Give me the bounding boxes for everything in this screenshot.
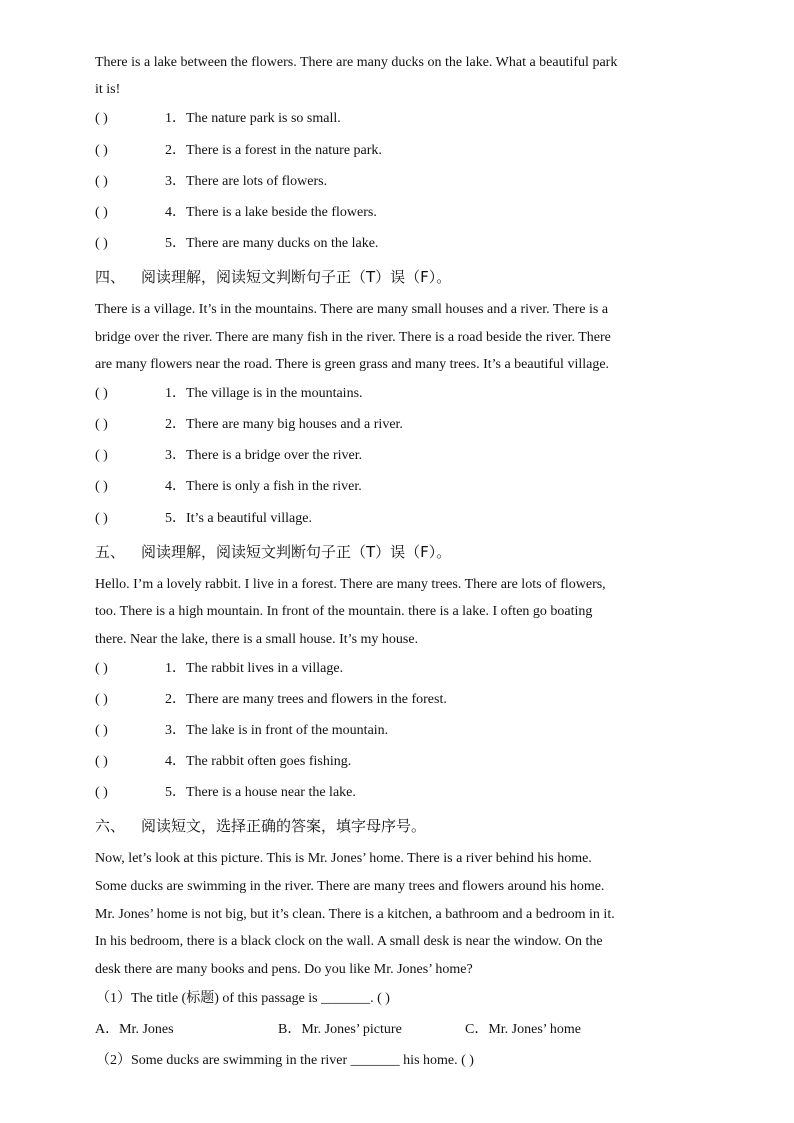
question-item (95, 753, 351, 771)
question-number: 2． (165, 692, 186, 707)
question-item (95, 722, 388, 740)
question-number: 4． (165, 205, 186, 220)
question-item (95, 447, 362, 465)
question-text: The rabbit often goes fishing. (186, 754, 352, 769)
question-text: There are many trees and flowers in the forest. (186, 692, 447, 707)
question-number: 3． (165, 448, 186, 463)
section-heading (95, 268, 451, 286)
question-item (95, 173, 327, 191)
question-text: There is a bridge over the river. (186, 448, 363, 463)
passage-line: desk there are many books and pens. Do you like Mr. Jones’ home? (95, 962, 473, 977)
question-number: 3． (165, 723, 186, 738)
question-number: 4． (165, 479, 186, 494)
question-text: There is a forest in the nature park. (186, 143, 382, 158)
question-item (95, 235, 378, 253)
question-text: There are lots of flowers. (186, 174, 328, 189)
answer-blank[interactable]: ( ) (95, 205, 108, 220)
option-c[interactable]: C．Mr. Jones’ home (465, 1022, 582, 1037)
question-number: 5． (165, 785, 186, 800)
answer-blank[interactable]: ( ) (95, 692, 108, 707)
question-number: 1． (165, 111, 186, 126)
passage-line: Hello. I’m a lovely rabbit. I live in a forest. There are many trees. There are lots of flowers, (95, 577, 606, 592)
question-item (95, 416, 403, 434)
question-item (95, 784, 356, 802)
question-text: It’s a beautiful village. (186, 511, 312, 526)
passage-line: Now, let’s look at this picture. This is Mr. Jones’ home. There is a river behind his home. (95, 851, 592, 866)
question-2: （2）Some ducks are swimming in the river _______ his home. ( ) (96, 1053, 474, 1068)
question-number: 4． (165, 754, 186, 769)
section-instruction: 阅读短文，选择正确的答案，填字母序号。 (141, 817, 427, 835)
answer-blank[interactable]: ( ) (95, 479, 108, 494)
answer-blank[interactable]: ( ) (95, 661, 108, 676)
answer-blank[interactable]: ( ) (95, 417, 108, 432)
question-item (95, 691, 447, 709)
answer-blank[interactable]: ( ) (95, 143, 108, 158)
section-heading (95, 543, 451, 561)
question-number: 2． (165, 417, 186, 432)
question-number: 5． (165, 236, 186, 251)
question-number: 2． (165, 143, 186, 158)
passage-line: Some ducks are swimming in the river. There are many trees and flowers around his home. (95, 879, 605, 894)
question-text: The nature park is so small. (186, 111, 341, 126)
answer-blank[interactable]: ( ) (95, 785, 108, 800)
answer-blank[interactable]: ( ) (95, 511, 108, 526)
question-item (95, 478, 362, 496)
passage-line: bridge over the river. There are many fish in the river. There is a road beside the river. There (95, 330, 611, 345)
option-b[interactable]: B．Mr. Jones’ picture (278, 1022, 402, 1037)
question-number: 1． (165, 386, 186, 401)
question-item (95, 385, 363, 403)
question-text: The rabbit lives in a village. (186, 661, 344, 676)
answer-blank[interactable]: ( ) (95, 448, 108, 463)
section-instruction: 阅读理解，阅读短文判断句子正（T）误（F）。 (141, 543, 452, 561)
answer-blank[interactable]: ( ) (95, 754, 108, 769)
question-item (95, 660, 343, 678)
option-a[interactable]: A．Mr. Jones (95, 1022, 174, 1037)
section-number: 四、 (95, 268, 126, 286)
question-text: There is a house near the lake. (186, 785, 356, 800)
answer-blank[interactable]: ( ) (95, 386, 108, 401)
answer-blank[interactable]: ( ) (95, 723, 108, 738)
question-text: There are many big houses and a river. (186, 417, 403, 432)
question-item (95, 142, 382, 160)
question-1: （1）The title (标题) of this passage is _______. ( ) (96, 991, 390, 1006)
passage-line: There is a village. It’s in the mountains. There are many small houses and a river. There is a (95, 302, 609, 317)
answer-blank[interactable]: ( ) (95, 236, 108, 251)
passage-line: too. There is a high mountain. In front of the mountain. there is a lake. I often go boating (95, 604, 593, 619)
answer-blank[interactable]: ( ) (95, 111, 108, 126)
question-text: The village is in the mountains. (186, 386, 363, 401)
passage-line: There is a lake between the flowers. There are many ducks on the lake. What a beautiful park (95, 55, 618, 70)
question-text: There are many ducks on the lake. (186, 236, 379, 251)
passage-line: are many flowers near the road. There is green grass and many trees. It’s a beautiful village. (95, 357, 610, 372)
section-instruction: 阅读理解，阅读短文判断句子正（T）误（F）。 (141, 268, 452, 286)
section-number: 六、 (95, 817, 126, 835)
passage-line: Mr. Jones’ home is not big, but it’s clean. There is a kitchen, a bathroom and a bedroom in it. (95, 907, 615, 922)
question-number: 3． (165, 174, 186, 189)
question-text: There is only a fish in the river. (186, 479, 362, 494)
question-text: There is a lake beside the flowers. (186, 205, 377, 220)
section-heading (95, 817, 426, 835)
section-number: 五、 (95, 543, 126, 561)
question-item (95, 510, 312, 528)
question-number: 1． (165, 661, 186, 676)
passage-line: In his bedroom, there is a black clock on the wall. A small desk is near the window. On the (95, 934, 603, 949)
answer-blank[interactable]: ( ) (95, 174, 108, 189)
passage-line: it is! (95, 82, 121, 97)
question-text: The lake is in front of the mountain. (186, 723, 389, 738)
question-item (95, 204, 377, 222)
question-number: 5． (165, 511, 186, 526)
question-item (95, 110, 341, 128)
passage-line: there. Near the lake, there is a small house. It’s my house. (95, 632, 419, 647)
